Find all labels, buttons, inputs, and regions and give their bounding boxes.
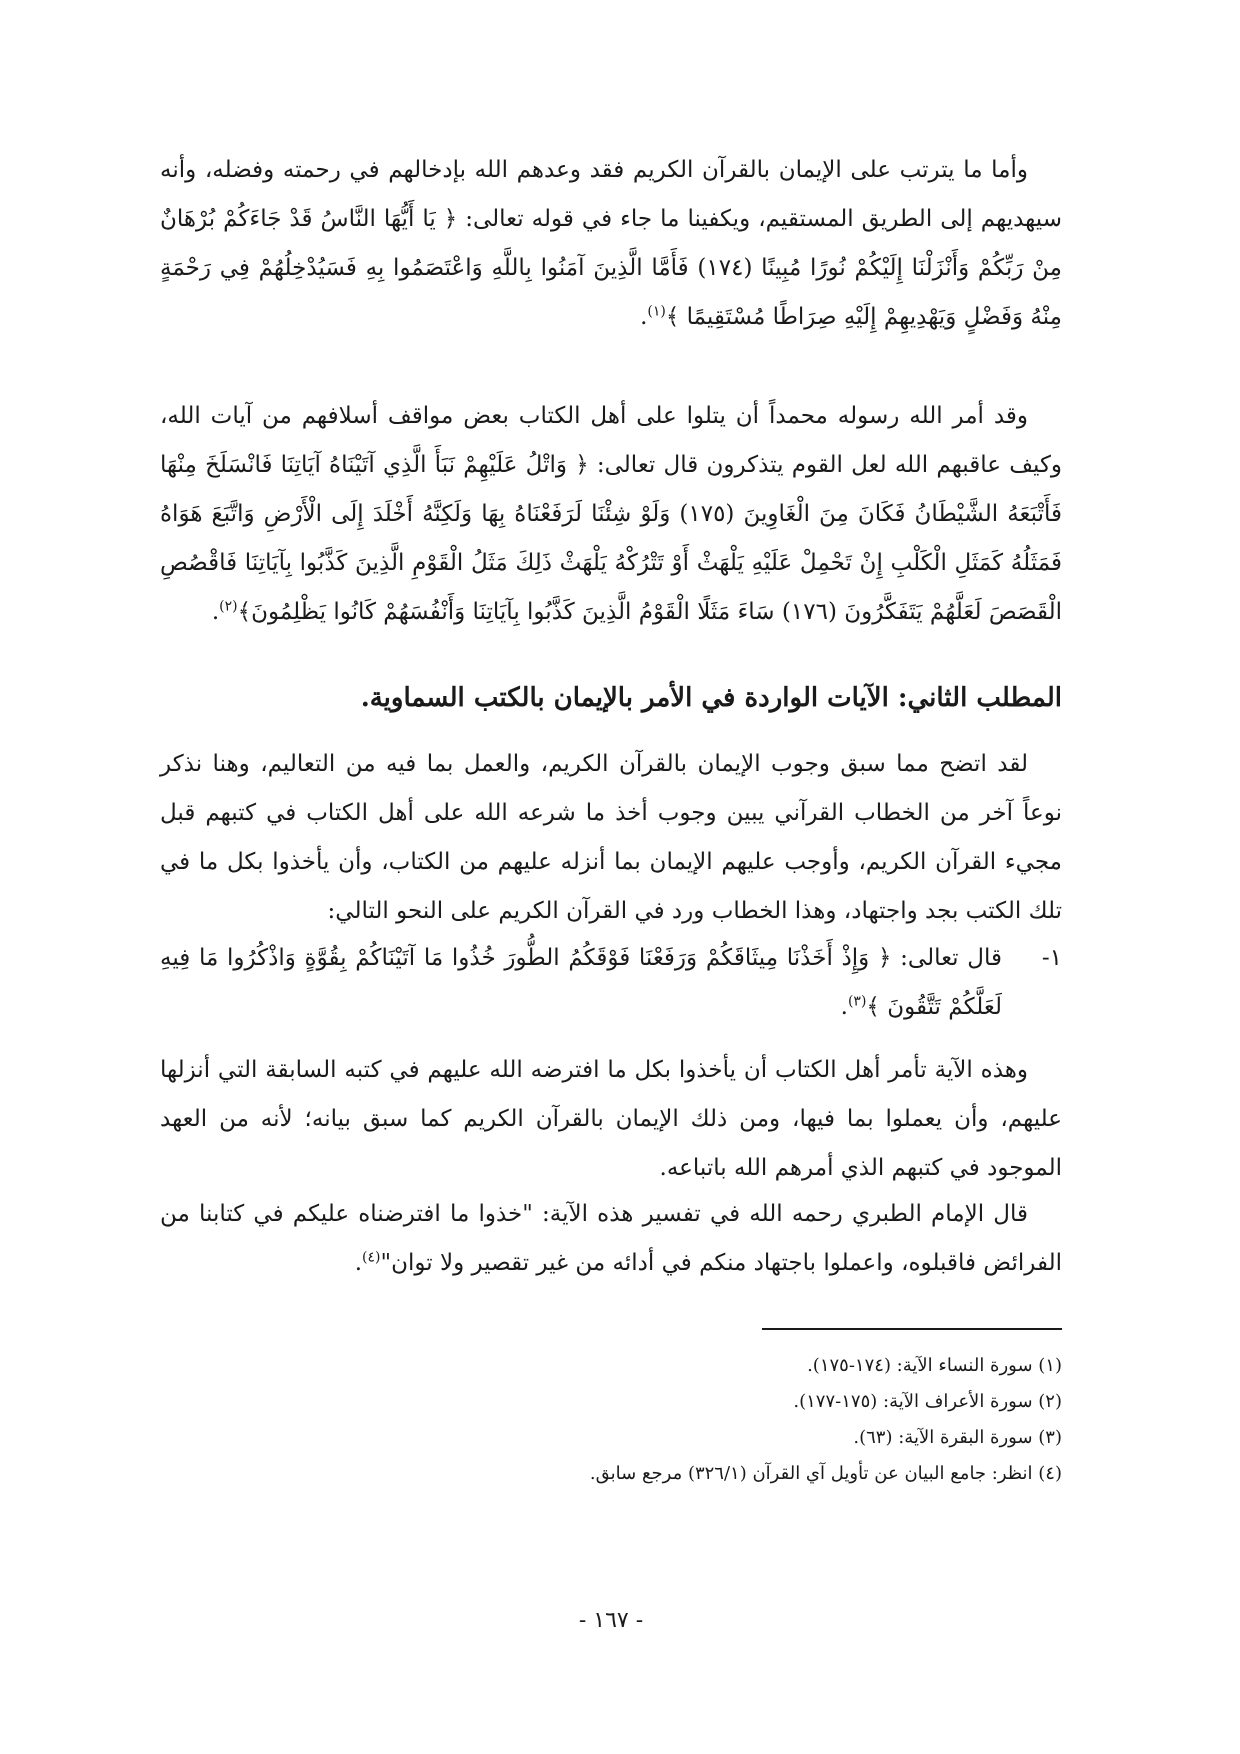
- paragraph-5: قال الإمام الطبري رحمه الله في تفسير هذه الآية: "خذوا ما افترضناه عليكم في كتابنا من الفرائض فاقبلوه، واعملوا باجتهاد منكم في أدائه من غير تقصير ولا توان"$^{(٤)}$.: [160, 1201, 1062, 1276]
- paragraph-1: وأما ما يترتب على الإيمان بالقرآن الكريم فقد وعدهم الله بإدخالهم في رحمته وفضله، وأنه سيهديهم إلى الطريق المستقيم، ويكفينا ما جاء في قوله تعالى: ﴿ يَا أَيُّهَا النَّاسُ قَدْ جَاءَكُمْ بُرْهَانٌ مِنْ رَبِّكُمْ وَأَنْزَلْنَا إِلَيْكُمْ نُورًا مُبِينًا (١٧٤) فَأَمَّا الَّذِينَ آمَنُوا بِاللَّهِ وَاعْتَصَمُوا بِهِ فَسَيُدْخِلُهُمْ فِي رَحْمَةٍ مِنْهُ وَفَضْلٍ وَيَهْدِيهِمْ إِلَيْهِ صِرَاطًا مُسْتَقِيمًا ﴾$^{(١)}$.: [160, 157, 1063, 330]
- footnote-divider: [762, 1328, 1062, 1330]
- paragraph-2: وقد أمر الله رسوله محمداً أن يتلوا على أهل الكتاب بعض مواقف أسلافهم من آيات الله، وكيف عاقبهم الله لعل القوم يتذكرون قال تعالى: ﴿ وَاتْلُ عَلَيْهِمْ نَبَأَ الَّذِي آتَيْنَاهُ آيَاتِنَا فَانْسَلَخَ مِنْهَا فَأَتْبَعَهُ الشَّيْطَانُ فَكَانَ مِنَ الْغَاوِينَ (١٧٥) وَلَوْ شِئْنَا لَرَفَعْنَاهُ بِهَا وَلَكِنَّهُ أَخْلَدَ إِلَى الْأَرْضِ وَاتَّبَعَ هَوَاهُ فَمَثَلُهُ كَمَثَلِ الْكَلْبِ إِنْ تَحْمِلْ عَلَيْهِ يَلْهَثْ أَوْ تَتْرُكْهُ يَلْهَثْ ذَلِكَ مَثَلُ الْقَوْمِ الَّذِينَ كَذَّبُوا بِآيَاتِنَا فَاقْصُصِ الْقَصَصَ لَعَلَّهُمْ يَتَفَكَّرُونَ (١٧٦) سَاءَ مَثَلًا الْقَوْمُ الَّذِينَ كَذَّبُوا بِآيَاتِنَا وَأَنْفُسَهُمْ كَانُوا يَظْلِمُونَ﴾$^{(٢)}$.: [160, 403, 1062, 625]
- paragraph-4: وهذه الآية تأمر أهل الكتاب أن يأخذوا بكل ما افترضه الله عليهم في كتبه السابقة التي أنزلها عليهم، وأن يعملوا بما فيها، ومن ذلك الإيمان بالقرآن الكريم كما سبق بيانه؛ لأنه من العهد الموجود في كتبهم الذي أمرهم الله باتباعه.: [160, 1057, 1062, 1181]
- paragraph-1-text: وأما ما يترتب على الإيمان بالقرآن الكريم فقد وعدهم الله بإدخالهم في رحمته وفضله، وأنه سيهديهم إلى الطريق المستقيم، ويكفينا ما جاء في قوله تعالى: ﴿ يَا أَيُّهَا النَّاسُ قَدْ جَاءَكُمْ بُرْهَانٌ مِنْ رَبِّكُمْ وَأَنْزَلْنَا إِلَيْكُمْ نُورًا مُبِينًا (١٧٤) فَأَمَّا الَّذِينَ آمَنُوا بِاللَّهِ وَاعْتَصَمُوا بِهِ فَسَيُدْخِلُهُمْ فِي رَحْمَةٍ مِنْهُ وَفَضْلٍ وَيَهْدِيهِمْ إِلَيْهِ صِرَاطًا مُسْتَقِيمًا ﴾: [160, 157, 1063, 330]
- list-item-verse: قال تعالى: ﴿ وَإِذْ أَخَذْنَا مِيثَاقَكُمْ وَرَفَعْنَا فَوْقَكُمُ الطُّورَ خُذُوا مَا آتَيْنَاكُمْ بِقُوَّةٍ وَاذْكُرُوا مَا فِيهِ لَعَلَّكُمْ تَتَّقُونَ ﴾: [160, 945, 1002, 1020]
- paragraph-3: لقد اتضح مما سبق وجوب الإيمان بالقرآن الكريم، والعمل بما فيه من التعاليم، وهنا نذكر نوعاً آخر من الخطاب القرآني يبين وجوب أخذ ما شرعه الله على أهل الكتاب في كتبهم قبل مجيء القرآن الكريم، وأوجب عليهم الإيمان بما أنزله عليهم من الكتاب، وأن يأخذوا بكل ما في تلك الكتب بجد واجتهاد، وهذا الخطاب ورد في القرآن الكريم على النحو التالي:: [160, 751, 1062, 924]
- list-item-number: ١-: [1041, 945, 1062, 971]
- footnote-2: (٢) سورة الأعراف الآية: (١٧٥-١٧٧).: [793, 1391, 1062, 1412]
- list-item: [160, 934, 1062, 1032]
- footnote-1: (١) سورة النساء الآية: (١٧٤-١٧٥).: [807, 1355, 1062, 1376]
- paragraph-5-text: قال الإمام الطبري رحمه الله في تفسير هذه الآية: "خذوا ما افترضناه عليكم في كتابنا من الفرائض فاقبلوه، واعملوا باجتهاد منكم في أدائه من غير تقصير ولا توان": [160, 1201, 1062, 1276]
- footnote-ref-1[interactable]: (١): [647, 303, 666, 320]
- page-number: - ١٦٧ -: [578, 1608, 644, 1633]
- footnote-3: (٣) سورة البقرة الآية: (٦٣).: [853, 1427, 1062, 1448]
- document-page: [160, 0, 1062, 1754]
- footnote-ref-3[interactable]: (٣): [847, 993, 867, 1010]
- footnote-ref-2[interactable]: (٢): [219, 598, 238, 615]
- section-heading: المطلب الثاني: الآيات الواردة في الأمر بالإيمان بالكتب السماوية.: [360, 683, 1062, 713]
- footnote-ref-4[interactable]: (٤): [362, 1249, 381, 1266]
- footnote-4: (٤) انظر: جامع البيان عن تأويل آي القرآن (٣٢٦/١) مرجع سابق.: [589, 1463, 1062, 1484]
- list-item-text: قال تعالى: ﴿ وَإِذْ أَخَذْنَا مِيثَاقَكُمْ وَرَفَعْنَا فَوْقَكُمُ الطُّورَ خُذُوا مَا آتَيْنَاكُمْ بِقُوَّةٍ وَاذْكُرُوا مَا فِيهِ لَعَلَّكُمْ تَتَّقُونَ ﴾$^{(٣)}$.: [160, 945, 1002, 1020]
- footnotes-list: [160, 1348, 1062, 1492]
- paragraph-2-text: وقد أمر الله رسوله محمداً أن يتلوا على أهل الكتاب بعض مواقف أسلافهم من آيات الله، وكيف عاقبهم الله لعل القوم يتذكرون قال تعالى: ﴿ وَاتْلُ عَلَيْهِمْ نَبَأَ الَّذِي آتَيْنَاهُ آيَاتِنَا فَانْسَلَخَ مِنْهَا فَأَتْبَعَهُ الشَّيْطَانُ فَكَانَ مِنَ الْغَاوِينَ (١٧٥) وَلَوْ شِئْنَا لَرَفَعْنَاهُ بِهَا وَلَكِنَّهُ أَخْلَدَ إِلَى الْأَرْضِ وَاتَّبَعَ هَوَاهُ فَمَثَلُهُ كَمَثَلِ الْكَلْبِ إِنْ تَحْمِلْ عَلَيْهِ يَلْهَثْ أَوْ تَتْرُكْهُ يَلْهَثْ ذَلِكَ مَثَلُ الْقَوْمِ الَّذِينَ كَذَّبُوا بِآيَاتِنَا فَاقْصُصِ الْقَصَصَ لَعَلَّهُمْ يَتَفَكَّرُونَ (١٧٦) سَاءَ مَثَلًا الْقَوْمُ الَّذِينَ كَذَّبُوا بِآيَاتِنَا وَأَنْفُسَهُمْ كَانُوا يَظْلِمُونَ﴾: [160, 403, 1062, 625]
